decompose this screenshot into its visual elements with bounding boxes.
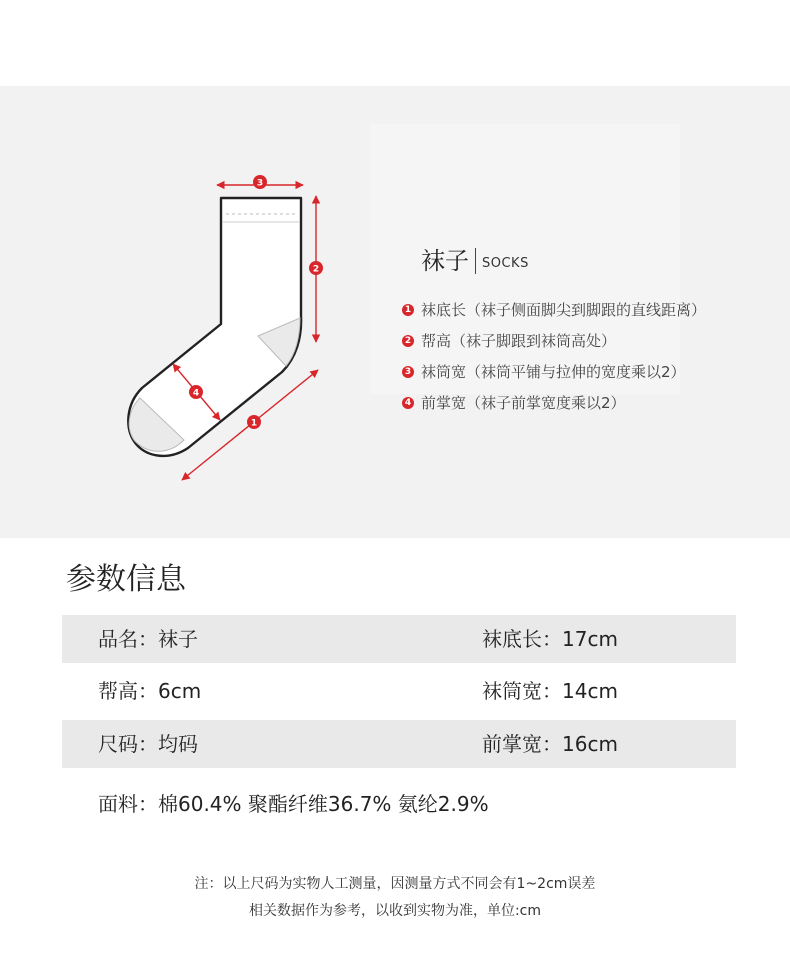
- spec-row: [62, 780, 736, 828]
- legend-item-3: [402, 356, 706, 387]
- spec-sole-length: 袜底长：17cm: [482, 627, 618, 651]
- title-divider: [475, 248, 476, 274]
- legend-number-badge: 2: [402, 335, 414, 347]
- marker-3-label: 3: [256, 178, 264, 189]
- legend-number-badge: 3: [402, 366, 414, 378]
- legend-number-badge: 4: [402, 397, 414, 409]
- marker-1-label: 1: [250, 418, 258, 429]
- spec-height: 帮高：6cm: [98, 679, 202, 703]
- spec-cuff-width: 袜筒宽：14cm: [482, 679, 618, 703]
- legend-text: 前掌宽（袜子前掌宽度乘以2）: [421, 394, 626, 412]
- spec-name: 品名：袜子: [98, 627, 198, 651]
- spec-row: [62, 720, 736, 768]
- legend-item-2: [402, 325, 706, 356]
- spec-forefoot-width: 前掌宽：16cm: [482, 732, 618, 756]
- measurement-note: 注：以上尺码为实物人工测量，因测量方式不同会有1~2cm误差: [194, 876, 596, 892]
- product-title-en: SOCKS: [482, 256, 529, 271]
- legend-text: 袜底长（袜子侧面脚尖到脚跟的直线距离）: [421, 301, 707, 319]
- measurement-legend: [402, 294, 706, 418]
- marker-4-label: 4: [192, 388, 200, 399]
- size-diagram-panel: [0, 86, 790, 538]
- legend-text: 帮高（袜子脚跟到袜筒高处）: [421, 332, 617, 350]
- marker-1: [247, 415, 261, 429]
- legend-item-4: [402, 387, 706, 418]
- legend-text: 袜筒宽（袜筒平铺与拉伸的宽度乘以2）: [421, 363, 686, 381]
- legend-item-1: [402, 294, 706, 325]
- marker-4: [189, 385, 203, 399]
- marker-2: [309, 261, 323, 275]
- marker-3: [253, 175, 267, 189]
- product-title: [421, 246, 529, 276]
- spec-row: [62, 615, 736, 663]
- section-title: 参数信息: [66, 562, 186, 597]
- marker-2-label: 2: [312, 264, 320, 275]
- reference-note: 相关数据作为参考，以收到实物为准，单位:cm: [248, 903, 542, 919]
- spec-size: 尺码：均码: [98, 732, 198, 756]
- spec-material: 面料：棉60.4% 聚酯纤维36.7% 氨纶2.9%: [98, 792, 489, 816]
- spec-row: [62, 667, 736, 715]
- product-title-cn: 袜子: [421, 247, 469, 275]
- legend-number-badge: 1: [402, 304, 414, 316]
